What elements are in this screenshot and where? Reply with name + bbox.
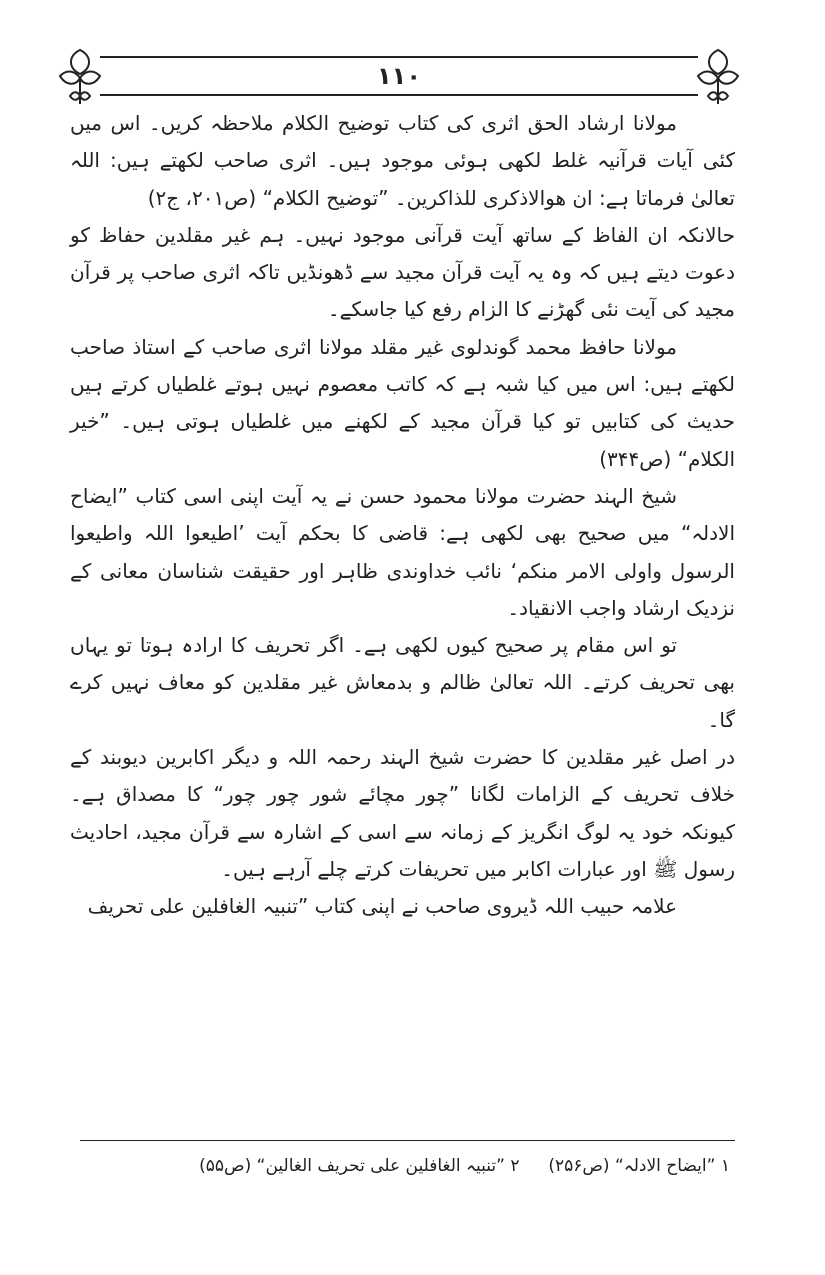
- footnote-1: ۱ ”ایضاح الادلہ“ (ص۲۵۶): [548, 1156, 730, 1176]
- paragraph-4: شیخ الہند حضرت مولانا محمود حسن نے یہ آیت اپنی اسی کتاب ”ایضاح الادلہ“ میں صحیح بھی لکھی ہے: قاضی کا بحکم آیت ’اطیعوا اللہ واطیعوا الرسول واولی الامر منکم‘ نائب خداوندی ظاہر اور حقیقت شناسان معانی کے نزدیک ارشاد واجب الانقیاد۔: [70, 483, 735, 620]
- footnote-2: ۲ ”تنبیہ الغافلین علی تحریف الغالین“ (ص۵۵): [199, 1156, 520, 1176]
- body-text: [70, 105, 735, 926]
- header-rule-top: [100, 56, 698, 58]
- paragraph-7: علامہ حبیب اللہ ڈیروی صاحب نے اپنی کتاب ”تنبیہ الغافلین علی تحریف: [87, 894, 677, 919]
- page-number: ١١٠: [377, 62, 421, 90]
- footnote-divider: [80, 1140, 735, 1141]
- paragraph-1: مولانا ارشاد الحق اثری کی کتاب توضیح الکلام ملاحظہ کریں۔ اس میں کئی آیات قرآنیہ غلط لکھی ہوئی موجود ہیں۔ اثری صاحب لکھتے ہیں: اللہ تعالیٰ فرماتا ہے: ان ھوالاذکری للذاکرین۔ ”توضیح الکلام“ (ص۲۰۱، ج۲): [70, 111, 735, 210]
- footnotes: [130, 1150, 730, 1182]
- page-header-frame: [60, 56, 738, 98]
- paragraph-6: در اصل غیر مقلدین کا حضرت شیخ الہند رحمہ اللہ و دیگر اکابرین دیوبند کے خلاف تحریف کے الزامات لگانا ”چور مچائے شور چور چور“ کا مصداق ہے۔ کیونکہ خود یہ لوگ انگریز کے زمانہ سے اسی کے اشارہ سے قرآن مجید، احادیث رسول ﷺ اور عبارات اکابر میں تحریفات کرتے چلے آرہے ہیں۔: [70, 745, 735, 881]
- paragraph-3: مولانا حافظ محمد گوندلوی غیر مقلد مولانا اثری صاحب کے استاذ صاحب لکھتے ہیں: اس میں کیا شبہ ہے کہ کاتب معصوم نہیں ہوتے غلطیاں کرتے ہیں حدیث کی کتابیں تو کیا قرآن مجید کے لکھنے میں غلطیاں ہوتی ہیں۔ ”خیر الکلام“ (ص۳۴۴): [70, 334, 735, 471]
- floral-ornament-icon: [692, 46, 744, 106]
- paragraph-2: حالانکہ ان الفاظ کے ساتھ آیت قرآنی موجود نہیں۔ ہم غیر مقلدین حفاظ کو دعوت دیتے ہیں کہ وہ یہ آیت قرآن مجید سے ڈھونڈیں تاکہ اثری صاحب پر قرآن مجید کی آیت نئی گھڑنے کا الزام رفع کیا جاسکے۔: [70, 222, 735, 322]
- header-rule-bottom: [100, 94, 698, 96]
- paragraph-5: تو اس مقام پر صحیح کیوں لکھی ہے۔ اگر تحریف کا ارادہ ہوتا تو یہاں بھی تحریف کرتے۔ اللہ تعالیٰ ظالم و بدمعاش غیر مقلدین کو معاف نہیں کرے گا۔: [70, 633, 735, 732]
